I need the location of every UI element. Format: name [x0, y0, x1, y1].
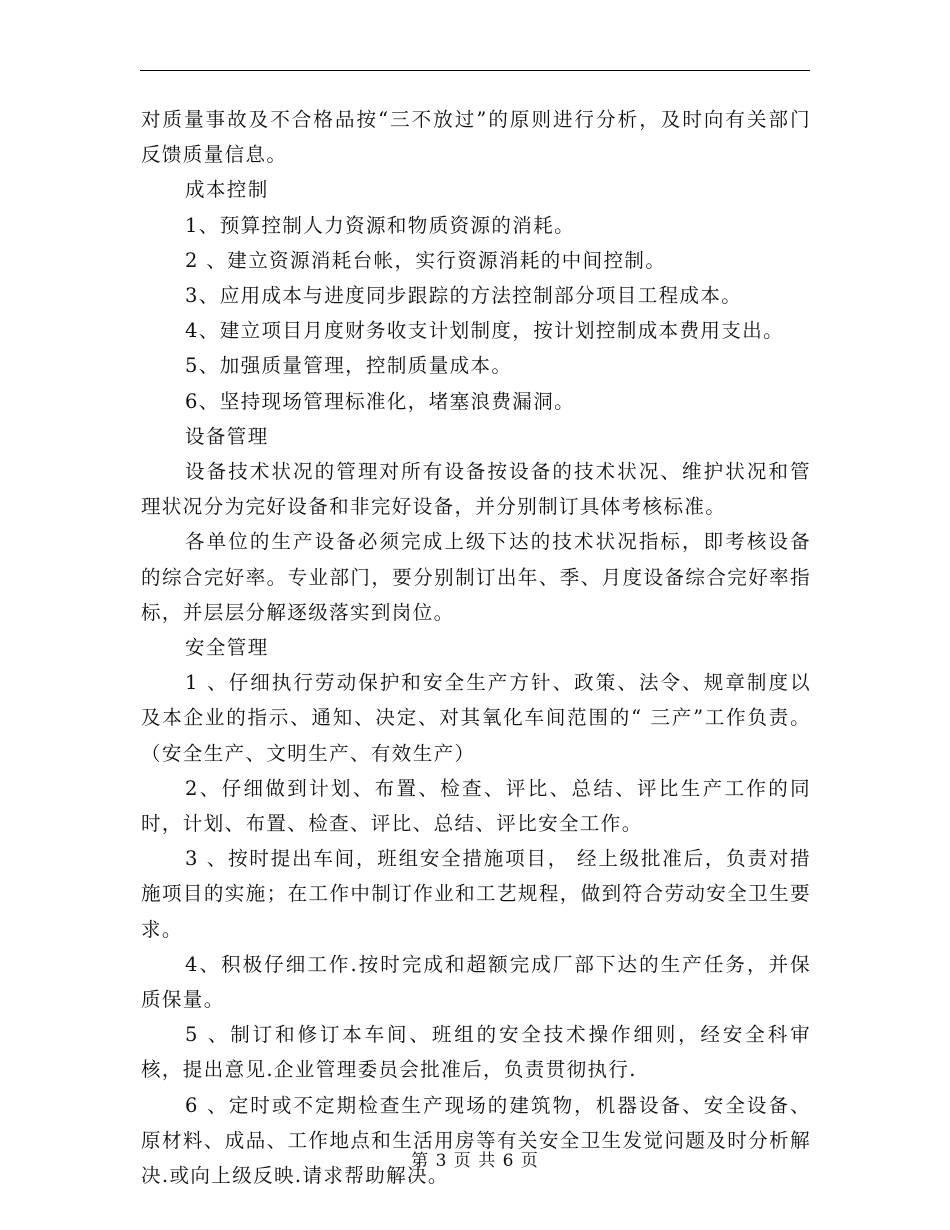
page-footer: 第 3 页 共 6 页	[411, 1151, 539, 1171]
list-item-cost-3: 3、应用成本与进度同步跟踪的方法控制部分项目工程成本。	[185, 284, 743, 308]
list-item-cost-2: 2 、建立资源消耗台帐，实行资源消耗的中间控制。	[185, 248, 667, 272]
list-item-cost-4: 4、建立项目月度财务收支计划制度，按计划控制成本费用支出。	[185, 319, 785, 343]
header-rule	[140, 70, 810, 71]
paragraph-equipment-2: 各单位的生产设备必须完成上级下达的技术状况指标，即考核设备的综合完好率。专业部门，要分别制订出年、季、月度设备综合完好率指标，并层层分解逐级落实到岗位。	[141, 530, 811, 624]
section-heading-safety: 安全管理	[185, 636, 269, 660]
list-item-safety-2: 2、仔细做到计划、布置、检查、评比、总结、评比生产工作的同时，计划、布置、检查、评比、总结、评比安全工作。	[141, 776, 811, 836]
document-body	[141, 102, 811, 1193]
paragraph-quality-continuation: 对质量事故及不合格品按“三不放过”的原则进行分析，及时向有关部门反馈质量信息。	[141, 108, 811, 167]
list-item-safety-3: 3 、按时提出车间，班组安全措施项目， 经上级批准后，负责对措施项目的实施；在工作中制订作业和工艺规程，做到符合劳动安全卫生要求。	[141, 847, 811, 941]
list-item-safety-6: 6 、定时或不定期检查生产现场的建筑物，机器设备、安全设备、原材料、成品、工作地点和生活用房等有关安全卫生发觉问题及时分析解决.或向上级反映.请求帮助解决。	[141, 1093, 811, 1188]
list-item-safety-1: 1 、仔细执行劳动保护和安全生产方针、政策、法令、规章制度以及本企业的指示、通知、决定、对其氧化车间范围的“ 三产”工作负责。（安全生产、文明生产、有效生产）	[141, 671, 811, 765]
section-heading-equipment: 设备管理	[185, 424, 269, 448]
list-item-safety-4: 4、积极仔细工作.按时完成和超额完成厂部下达的生产任务，并保质保量。	[141, 952, 811, 1012]
list-item-cost-1: 1、预算控制人力资源和物质资源的消耗。	[185, 213, 576, 237]
list-item-cost-6: 6、坚持现场管理标准化，堵塞浪费漏洞。	[185, 389, 576, 413]
section-heading-cost-control: 成本控制	[185, 178, 269, 202]
list-item-safety-5: 5 、制订和修订本车间、班组的安全技术操作细则，经安全科审核，提出意见.企业管理委员会批准后，负责贯彻执行.	[141, 1023, 811, 1082]
list-item-cost-5: 5、加强质量管理，控制质量成本。	[185, 354, 513, 378]
paragraph-equipment-1: 设备技术状况的管理对所有设备按设备的技术状况、维护状况和管理状况分为完好设备和非完好设备，并分别制订具体考核标准。	[141, 460, 811, 519]
